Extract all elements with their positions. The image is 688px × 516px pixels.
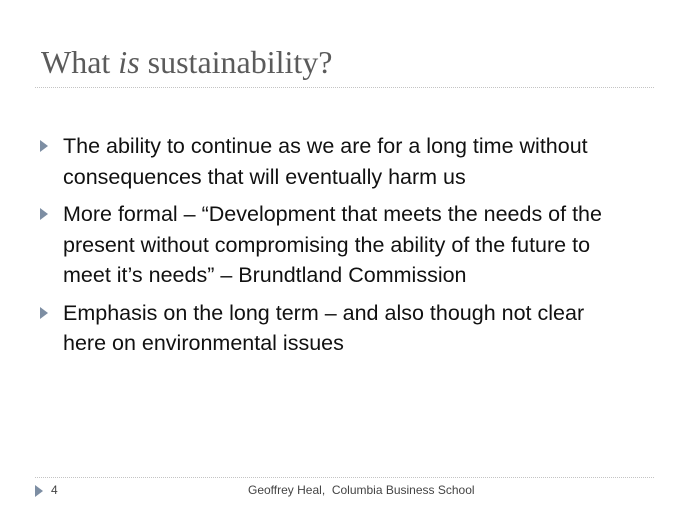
triangle-right-icon <box>35 485 43 497</box>
triangle-right-icon <box>40 140 48 152</box>
bullet-list <box>40 131 650 366</box>
footer-divider <box>35 477 654 478</box>
bullet-item <box>40 131 650 192</box>
bullet-line: The ability to continue as we are for a long time without <box>63 134 588 158</box>
bullet-item <box>40 199 650 291</box>
bullet-line: here on environmental issues <box>63 331 344 355</box>
bullet-line: meet it’s needs” – Brundtland Commission <box>63 263 467 287</box>
triangle-right-icon <box>40 307 48 319</box>
title-text-before: What <box>41 44 119 80</box>
bullet-line: present without compromising the ability of the future to <box>63 232 591 257</box>
triangle-right-icon <box>40 208 48 220</box>
bullet-line: Emphasis on the long term – and also though not clear <box>63 300 585 325</box>
title-emphasis: is <box>118 44 140 80</box>
footer-text: Geoffrey Heal, Columbia Business School <box>248 483 475 497</box>
title-text-after: sustainability? <box>139 44 333 80</box>
page-number: 4 <box>51 483 58 497</box>
bullet-line: More formal – “Development that meets the needs of the <box>63 202 602 226</box>
title-divider <box>35 87 654 88</box>
bullet-item <box>40 298 650 359</box>
bullet-line: consequences that will eventually harm us <box>63 164 466 189</box>
slide-title <box>41 42 333 82</box>
